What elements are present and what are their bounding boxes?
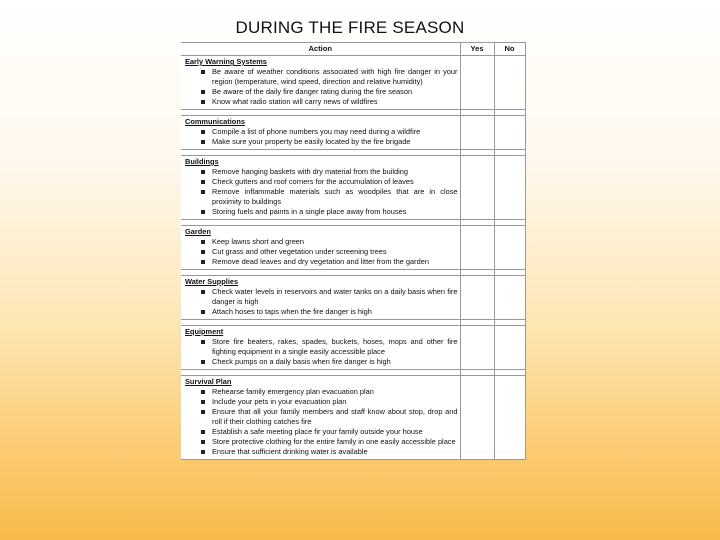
square-bullet-icon bbox=[201, 140, 205, 144]
square-bullet-icon bbox=[201, 130, 205, 134]
header-yes: Yes bbox=[460, 43, 494, 56]
checklist-item bbox=[185, 337, 458, 357]
header-action: Action bbox=[181, 43, 460, 56]
checklist-item bbox=[185, 177, 458, 187]
section-row-buildings bbox=[181, 156, 525, 220]
checklist-item-text: Rehearse family emergency plan evacuation plan bbox=[212, 387, 374, 396]
section-action-cell bbox=[181, 116, 460, 150]
square-bullet-icon bbox=[201, 290, 205, 294]
checklist-item-text: Ensure that sufficient drinking water is available bbox=[212, 447, 368, 456]
checklist-item bbox=[185, 167, 458, 177]
checklist-item bbox=[185, 427, 458, 437]
checklist-body bbox=[181, 56, 525, 460]
checklist-table bbox=[181, 42, 526, 460]
checklist-item bbox=[185, 387, 458, 397]
yes-checkbox-cell[interactable] bbox=[460, 56, 494, 110]
header-no: No bbox=[494, 43, 525, 56]
checklist-item-text: Remove inflammable materials such as woodpiles that are in close proximity to buildings bbox=[212, 187, 458, 206]
checklist-item-text: Remove hanging baskets with dry material from the building bbox=[212, 167, 408, 176]
checklist-item bbox=[185, 127, 458, 137]
checklist-item-text: Attach hoses to taps when the fire danger is high bbox=[212, 307, 372, 316]
section-action-cell bbox=[181, 276, 460, 320]
yes-checkbox-cell[interactable] bbox=[460, 326, 494, 370]
section-action-cell bbox=[181, 326, 460, 370]
checklist-item-text: Check pumps on a daily basis when fire danger is high bbox=[212, 357, 391, 366]
checklist-document bbox=[181, 42, 526, 460]
checklist-item bbox=[185, 207, 458, 217]
section-title: Water Supplies bbox=[185, 277, 239, 286]
section-title: Communications bbox=[185, 117, 245, 126]
checklist-item bbox=[185, 187, 458, 207]
section-title: Equipment bbox=[185, 327, 224, 336]
checklist-item bbox=[185, 137, 458, 147]
checklist-item bbox=[185, 87, 458, 97]
section-row-survival-plan bbox=[181, 376, 525, 460]
page-title: DURING THE FIRE SEASON bbox=[235, 18, 465, 37]
square-bullet-icon bbox=[201, 240, 205, 244]
checklist-item bbox=[185, 447, 458, 457]
section-action-cell bbox=[181, 376, 460, 460]
checklist-item bbox=[185, 437, 458, 447]
section-row-equipment bbox=[181, 326, 525, 370]
yes-checkbox-cell[interactable] bbox=[460, 376, 494, 460]
square-bullet-icon bbox=[201, 310, 205, 314]
section-row-early-warning-systems bbox=[181, 56, 525, 110]
checklist-item-text: Keep lawns short and green bbox=[212, 237, 305, 246]
square-bullet-icon bbox=[201, 180, 205, 184]
square-bullet-icon bbox=[201, 390, 205, 394]
checklist-item bbox=[185, 287, 458, 307]
square-bullet-icon bbox=[201, 100, 205, 104]
checklist-item-text: Make sure your property be easily located by the fire brigade bbox=[212, 137, 411, 146]
no-checkbox-cell[interactable] bbox=[494, 56, 525, 110]
checklist-item-text: Include your pets in your evacuation plan bbox=[212, 397, 347, 406]
section-title: Garden bbox=[185, 227, 211, 236]
square-bullet-icon bbox=[201, 170, 205, 174]
checklist-item bbox=[185, 397, 458, 407]
yes-checkbox-cell[interactable] bbox=[460, 156, 494, 220]
no-checkbox-cell[interactable] bbox=[494, 226, 525, 270]
header-row bbox=[181, 43, 525, 56]
square-bullet-icon bbox=[201, 410, 205, 414]
checklist-item-text: Check gutters and roof corners for the accumulation of leaves bbox=[212, 177, 414, 186]
checklist-item bbox=[185, 407, 458, 427]
checklist-item-text: Remove dead leaves and dry vegetation and litter from the garden bbox=[212, 257, 429, 266]
square-bullet-icon bbox=[201, 260, 205, 264]
square-bullet-icon bbox=[201, 360, 205, 364]
no-checkbox-cell[interactable] bbox=[494, 326, 525, 370]
section-row-garden bbox=[181, 226, 525, 270]
checklist-item bbox=[185, 67, 458, 87]
square-bullet-icon bbox=[201, 430, 205, 434]
checklist-item-text: Establish a safe meeting place fir your family outside your house bbox=[212, 427, 423, 436]
no-checkbox-cell[interactable] bbox=[494, 116, 525, 150]
section-action-cell bbox=[181, 226, 460, 270]
no-checkbox-cell[interactable] bbox=[494, 156, 525, 220]
checklist-item-text: Be aware of the daily fire danger rating during the fire season bbox=[212, 87, 413, 96]
checklist-item-text: Compile a list of phone numbers you may need during a wildfire bbox=[212, 127, 421, 136]
section-action-cell bbox=[181, 156, 460, 220]
checklist-item-text: Be aware of weather conditions associated with high fire danger in your region (temperature, wind speed, direction and relative humidity) bbox=[212, 67, 458, 86]
checklist-item bbox=[185, 257, 458, 267]
yes-checkbox-cell[interactable] bbox=[460, 116, 494, 150]
section-title: Early Warning Systems bbox=[185, 57, 267, 66]
yes-checkbox-cell[interactable] bbox=[460, 226, 494, 270]
checklist-item bbox=[185, 357, 458, 367]
section-row-water-supplies bbox=[181, 276, 525, 320]
checklist-item-text: Ensure that all your family members and staff know about stop, drop and roll if their clothing catches fire bbox=[212, 407, 458, 426]
square-bullet-icon bbox=[201, 90, 205, 94]
checklist-item-text: Store protective clothing for the entire family in one easily accessible place bbox=[212, 437, 456, 446]
no-checkbox-cell[interactable] bbox=[494, 276, 525, 320]
square-bullet-icon bbox=[201, 70, 205, 74]
checklist-item bbox=[185, 307, 458, 317]
checklist-item bbox=[185, 97, 458, 107]
no-checkbox-cell[interactable] bbox=[494, 376, 525, 460]
section-action-cell bbox=[181, 56, 460, 110]
checklist-item-text: Check water levels in reservoirs and water tanks on a daily basis when fire danger is high bbox=[212, 287, 458, 306]
square-bullet-icon bbox=[201, 450, 205, 454]
checklist-item bbox=[185, 247, 458, 257]
checklist-item-text: Storing fuels and paints in a single place away from houses bbox=[212, 207, 407, 216]
section-title: Survival Plan bbox=[185, 377, 232, 386]
square-bullet-icon bbox=[201, 190, 205, 194]
square-bullet-icon bbox=[201, 440, 205, 444]
square-bullet-icon bbox=[201, 210, 205, 214]
section-row-communications bbox=[181, 116, 525, 150]
checklist-item-text: Store fire beaters, rakes, spades, buckets, hoses, mops and other fire fighting equipment in a single easily accessible place bbox=[212, 337, 458, 356]
square-bullet-icon bbox=[201, 340, 205, 344]
yes-checkbox-cell[interactable] bbox=[460, 276, 494, 320]
square-bullet-icon bbox=[201, 250, 205, 254]
checklist-item-text: Cut grass and other vegetation under screening trees bbox=[212, 247, 387, 256]
square-bullet-icon bbox=[201, 400, 205, 404]
checklist-item bbox=[185, 237, 458, 247]
checklist-item-text: Know what radio station will carry news of wildfires bbox=[212, 97, 378, 106]
section-title: Buildings bbox=[185, 157, 219, 166]
